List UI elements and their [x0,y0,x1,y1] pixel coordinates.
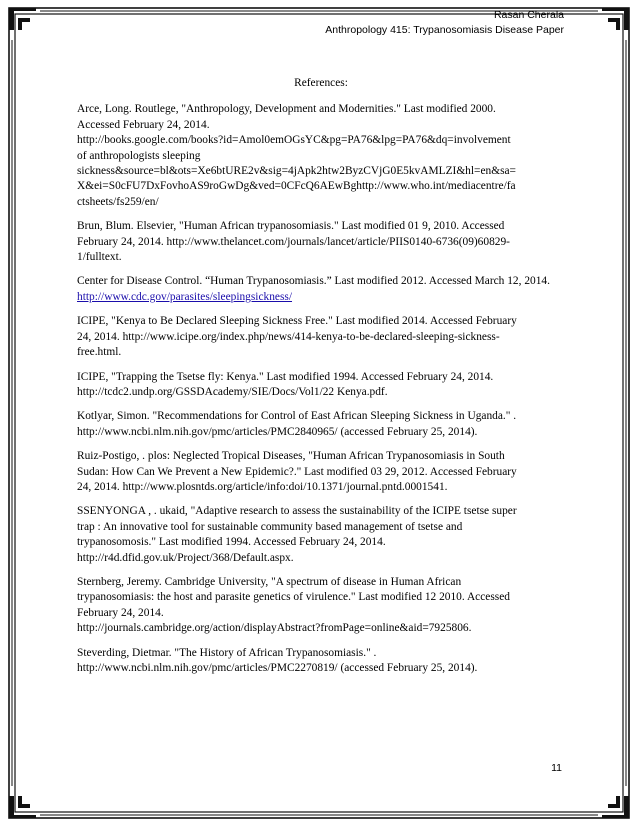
reference-entry [77,274,565,305]
references-heading: References: [294,77,348,89]
reference-entry [77,219,565,265]
reference-line: February 24, 2014. [77,606,164,619]
reference-line: Kotlyar, Simon. "Recommendations for Control of East African Sleeping Sickness in Uganda." . [77,410,517,423]
header-course: Anthropology 415: Trypanosomiasis Disease Paper [325,24,564,36]
reference-line: trypanosomiasis: the host and parasite genetics of virulence." Last modified 12 2010. Accessed [77,591,510,604]
reference-line: ctsheets/fs259/en/ [77,195,159,208]
reference-entry [77,102,565,210]
reference-line: of anthropologists sleeping [77,149,201,162]
references-section [77,76,565,685]
reference-line: Arce, Long. Routlege, "Anthropology, Development and Modernities." Last modified 2000. [77,103,496,116]
reference-line: http://r4d.dfid.gov.uk/Project/368/Default.aspx. [77,551,294,564]
page-number: 11 [551,762,562,774]
reference-line: http://journals.cambridge.org/action/displayAbstract?fromPage=online&aid=7925806. [77,622,472,635]
cdc-reference-link[interactable]: http://www.cdc.gov/parasites/sleepingsickness/ [77,290,293,303]
reference-line: Brun, Blum. Elsevier, "Human African trypanosomiasis." Last modified 01 9, 2010. Accessed [77,220,505,233]
reference-entry [77,314,565,360]
reference-line: http://books.google.com/books?id=Amol0emOGsYC&pg=PA76&lpg=PA76&dq=involvement [77,134,511,147]
reference-line: Ruiz-Postigo, . plos: Neglected Tropical Diseases, "Human African Trypanosomiasis in South [77,450,505,463]
reference-line: 24, 2014. http://www.plosntds.org/article/info:doi/10.1371/journal.pntd.0001541. [77,480,448,493]
page-header [325,8,564,38]
reference-line: Sudan: How Can We Prevent a New Epidemic?." Last modified 03 29, 2012. Accessed February [77,465,517,478]
reference-line: sickness&source=bl&ots=Xe6btURE2v&sig=4jApk2htw2ByzCVjG0E5kvAMLZI&hl=en&sa= [77,165,516,178]
reference-line: http://www.ncbi.nlm.nih.gov/pmc/articles/PMC2840965/ (accessed February 25, 2014). [77,425,478,438]
reference-entry [77,370,565,401]
reference-line: 1/fulltext. [77,251,122,264]
reference-line: February 24, 2014. http://www.thelancet.com/journals/lancet/article/PIIS0140-6736(09)60829- [77,235,510,248]
reference-line: ICIPE, "Trapping the Tsetse fly: Kenya." Last modified 1994. Accessed February 24, 2014. [77,370,494,383]
reference-entry [77,575,565,637]
reference-entry [77,449,565,495]
reference-line: Accessed February 24, 2014. [77,118,210,131]
reference-line: Sternberg, Jeremy. Cambridge University, "A spectrum of disease in Human African [77,575,462,588]
header-author: Rasan Cherala [493,9,564,21]
reference-line: http://tcdc2.undp.org/GSSDAcademy/SIE/Docs/Vol1/22 Kenya.pdf. [77,385,388,398]
reference-entry [77,504,565,566]
reference-line: Steverding, Dietmar. "The History of African Trypanosomiasis." . [77,646,377,659]
reference-line: SSENYONGA , . ukaid, "Adaptive research to assess the sustainability of the ICIPE tsetse super [77,505,517,518]
reference-line: trap : An innovative tool for sustainable community based management of tsetse and [77,520,463,533]
reference-entry [77,409,565,440]
reference-line: free.html. [77,346,122,359]
reference-line: trypanosomosis." Last modified 1994. Accessed February 24, 2014. [77,536,386,549]
reference-line: ICIPE, "Kenya to Be Declared Sleeping Sickness Free." Last modified 2014. Accessed February [77,315,517,328]
reference-text: Center for Disease Control. “Human Trypanosomiasis.” Last modified 2012. Accessed March 12, 2014. [77,275,550,288]
reference-line: http://www.ncbi.nlm.nih.gov/pmc/articles/PMC2270819/ (accessed February 25, 2014). [77,662,478,674]
reference-entry [77,646,565,677]
reference-line: X&ei=S0cFU7DxFovhoAS9roGwDg&ved=0CFcQ6AEwBghttp://www.who.int/mediacentre/fa [77,180,516,193]
reference-line: 24, 2014. http://www.icipe.org/index.php/news/414-kenya-to-be-declared-sleeping-sickness- [77,330,500,343]
